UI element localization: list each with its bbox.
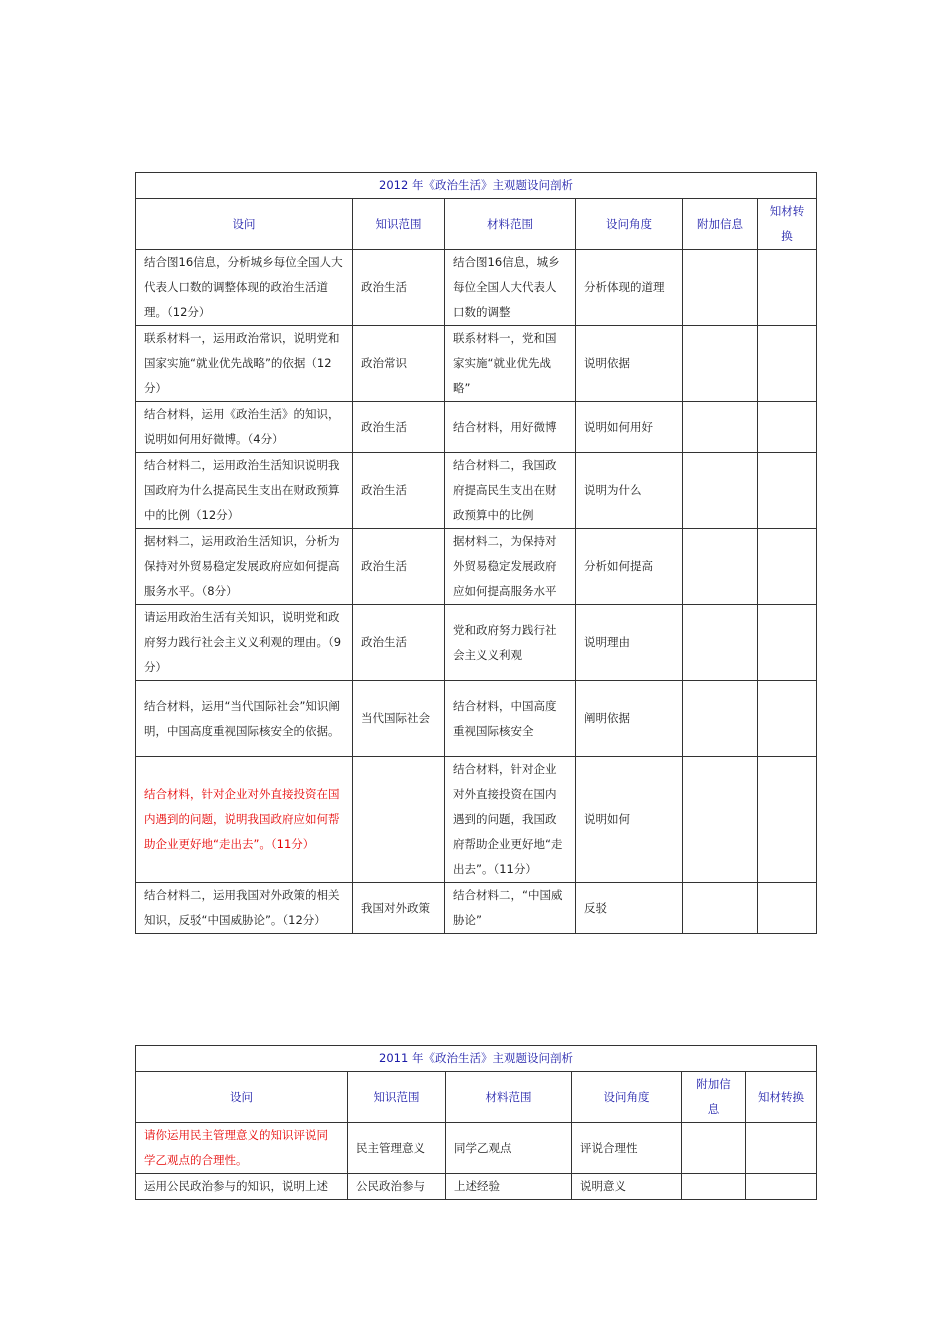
header-row [136,199,817,250]
angle-cell: 说明意义 [572,1174,682,1200]
material-cell: 结合材料二，“中国威胁论” [445,883,576,934]
header-question-angle: 设问角度 [572,1072,682,1123]
table-row [136,605,817,681]
knowledge-cell: 当代国际社会 [353,681,445,757]
conversion-cell [746,1174,817,1200]
conversion-cell [758,757,817,883]
header-material-scope: 材料范围 [445,199,576,250]
question-cell: 结合图16信息，分析城乡每位全国人大代表人口数的调整体现的政治生活道理。（12分） [136,250,353,326]
conversion-cell [758,326,817,402]
header-conversion: 知材转换 [746,1072,817,1123]
material-cell: 结合材料二，我国政府提高民生支出在财政预算中的比例 [445,453,576,529]
extra-info-cell [683,757,758,883]
material-cell: 党和政府努力践行社会主义义利观 [445,605,576,681]
table-2011 [135,1045,817,1200]
table-row [136,681,817,757]
material-cell: 据材料二，为保持对外贸易稳定发展政府应如何提高服务水平 [445,529,576,605]
question-cell: 联系材料一，运用政治常识，说明党和国家实施“就业优先战略”的依据（12分） [136,326,353,402]
table-row [136,402,817,453]
header-knowledge-scope: 知识范围 [353,199,445,250]
extra-info-cell [682,1174,746,1200]
material-cell: 结合材料，针对企业对外直接投资在国内遇到的问题，我国政府帮助企业更好地“走出去”。（11分） [445,757,576,883]
question-cell: 结合材料，运用“当代国际社会”知识阐明，中国高度重视国际核安全的依据。 [136,681,353,757]
header-question: 设问 [136,199,353,250]
conversion-cell [758,453,817,529]
angle-cell: 评说合理性 [572,1123,682,1174]
conversion-cell [758,250,817,326]
table-row [136,529,817,605]
table-row [136,883,817,934]
material-cell: 同学乙观点 [446,1123,572,1174]
header-extra-info: 附加信息 [683,199,758,250]
extra-info-cell [683,453,758,529]
table-row [136,250,817,326]
angle-cell: 说明理由 [576,605,683,681]
angle-cell: 阐明依据 [576,681,683,757]
header-material-scope: 材料范围 [446,1072,572,1123]
material-cell: 联系材料一，党和国家实施“就业优先战略” [445,326,576,402]
angle-cell: 说明如何用好 [576,402,683,453]
knowledge-cell [353,757,445,883]
question-cell: 结合材料，运用《政治生活》的知识，说明如何用好微博。（4分） [136,402,353,453]
knowledge-cell: 政治生活 [353,453,445,529]
knowledge-cell: 政治生活 [353,605,445,681]
extra-info-cell [683,402,758,453]
header-extra-info: 附加信 息 [682,1072,746,1123]
question-cell: 据材料二，运用政治生活知识，分析为保持对外贸易稳定发展政府应如何提高服务水平。（8分） [136,529,353,605]
extra-info-cell [683,326,758,402]
table-2011-title: 2011 年《政治生活》主观题设问剖析 [136,1046,817,1072]
material-cell: 结合材料，用好微博 [445,402,576,453]
header-question: 设问 [136,1072,348,1123]
header-knowledge-scope: 知识范围 [348,1072,446,1123]
conversion-cell [758,402,817,453]
knowledge-cell: 民主管理意义 [348,1123,446,1174]
question-cell: 结合材料，针对企业对外直接投资在国内遇到的问题，说明我国政府应如何帮助企业更好地“走出去”。（11分） [136,757,353,883]
knowledge-cell: 我国对外政策 [353,883,445,934]
knowledge-cell: 政治生活 [353,529,445,605]
table-row [136,326,817,402]
table-2012 [135,172,817,934]
table-2012-title: 2012 年《政治生活》主观题设问剖析 [136,173,817,199]
table-row [136,757,817,883]
angle-cell: 分析如何提高 [576,529,683,605]
table-row [136,1174,817,1200]
material-cell: 结合图16信息，城乡每位全国人大代表人口数的调整 [445,250,576,326]
table-row [136,1123,817,1174]
extra-info-cell [683,250,758,326]
material-cell: 上述经验 [446,1174,572,1200]
conversion-cell [746,1123,817,1174]
material-cell: 结合材料，中国高度重视国际核安全 [445,681,576,757]
question-cell: 请运用政治生活有关知识，说明党和政府努力践行社会主义义利观的理由。（9分） [136,605,353,681]
conversion-cell [758,883,817,934]
angle-cell: 反驳 [576,883,683,934]
angle-cell: 说明依据 [576,326,683,402]
question-cell: 请你运用民主管理意义的知识评说同学乙观点的合理性。 [136,1123,348,1174]
angle-cell: 说明如何 [576,757,683,883]
extra-info-cell [683,883,758,934]
table-row [136,453,817,529]
knowledge-cell: 政治常识 [353,326,445,402]
angle-cell: 说明为什么 [576,453,683,529]
header-question-angle: 设问角度 [576,199,683,250]
extra-info-cell [682,1123,746,1174]
extra-info-cell [683,681,758,757]
conversion-cell [758,605,817,681]
knowledge-cell: 公民政治参与 [348,1174,446,1200]
knowledge-cell: 政治生活 [353,402,445,453]
header-row [136,1072,817,1123]
conversion-cell [758,681,817,757]
conversion-cell [758,529,817,605]
question-cell: 结合材料二，运用政治生活知识说明我国政府为什么提高民生支出在财政预算中的比例（12分） [136,453,353,529]
header-conversion: 知材转 换 [758,199,817,250]
angle-cell: 分析体现的道理 [576,250,683,326]
extra-info-cell [683,605,758,681]
knowledge-cell: 政治生活 [353,250,445,326]
question-cell: 结合材料二，运用我国对外政策的相关知识，反驳“中国威胁论”。（12分） [136,883,353,934]
extra-info-cell [683,529,758,605]
question-cell: 运用公民政治参与的知识，说明上述 [136,1174,348,1200]
